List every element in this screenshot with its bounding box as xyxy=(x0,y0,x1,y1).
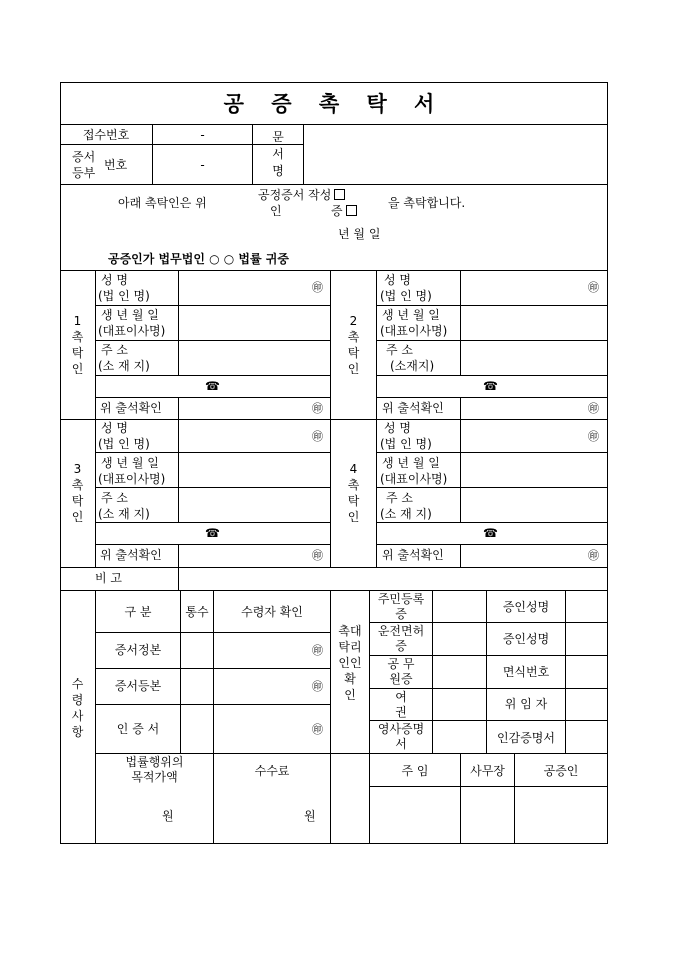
purpose-value-label-2: 목적가액 xyxy=(131,770,178,784)
id-type-license: 운전면허 xyxy=(377,624,425,638)
seal-mark: ㊞ xyxy=(312,430,323,443)
requester-number: 1 xyxy=(73,314,82,328)
address-label: 주 소 xyxy=(386,343,413,357)
requester-label: 촉 xyxy=(71,330,84,344)
request-text-suffix: 을 촉탁합니다. xyxy=(388,196,466,210)
id-type-resident: 주민등록 xyxy=(377,592,425,606)
receipt-row-label: 증서정본 xyxy=(114,643,162,657)
dob-label-sub: (대표이사명) xyxy=(380,324,448,338)
requester-label: 인 xyxy=(347,362,360,376)
receipt-side-label: 령 xyxy=(71,693,84,707)
dob-label: 생 년 월 일 xyxy=(101,456,159,470)
id-type-license-2: 증 xyxy=(395,639,407,653)
requester-number: 3 xyxy=(73,462,82,476)
attendance-confirm-label: 위 출석확인 xyxy=(382,548,444,562)
address-label-sub: (소재지) xyxy=(390,359,435,373)
address-label-sub: (소 재 지) xyxy=(98,359,150,373)
fee-label: 수수료 xyxy=(254,764,290,778)
form-title: 공 증 촉 탁 서 xyxy=(223,91,445,116)
witness-name-label: 증인성명 xyxy=(502,600,550,614)
requester-label: 탁 xyxy=(71,494,84,508)
option-certification-left: 인 xyxy=(270,204,282,218)
id-type-passport: 여 xyxy=(395,690,407,704)
address-label-sub: (소 재 지) xyxy=(380,507,432,521)
receipt-side-label: 항 xyxy=(71,725,84,739)
receipt-row-label: 인 증 서 xyxy=(116,722,160,736)
receipt-side-label: 사 xyxy=(71,709,84,723)
delegator-label: 위 임 자 xyxy=(504,697,548,711)
requester-label: 인 xyxy=(71,362,84,376)
requester-label: 촉 xyxy=(71,478,84,492)
attendance-confirm-label: 위 출석확인 xyxy=(382,401,444,415)
seal-mark: ㊞ xyxy=(588,402,599,415)
requester-label: 촉 xyxy=(347,330,360,344)
requester-label: 인 xyxy=(347,510,360,524)
id-type-official: 공 무 xyxy=(387,657,415,671)
name-label-sub: (법 인 명) xyxy=(98,289,150,303)
name-label: 성 명 xyxy=(101,273,128,287)
document-name-label-3: 명 xyxy=(272,164,284,178)
name-label: 성 명 xyxy=(384,421,411,435)
certificate-number-label: 번호 xyxy=(104,158,128,172)
address-label: 주 소 xyxy=(386,491,413,505)
option-notarial-deed-label: 공정증서 작성 xyxy=(258,188,332,202)
dob-label-sub: (대표이사명) xyxy=(98,472,166,486)
id-type-resident-2: 증 xyxy=(395,607,407,621)
certificate-label-2: 등부 xyxy=(72,166,96,180)
col-recipient-header: 수령자 확인 xyxy=(241,605,303,619)
seal-mark: ㊞ xyxy=(312,723,323,736)
certificate-number-field[interactable]: - xyxy=(200,158,205,172)
seal-mark: ㊞ xyxy=(312,402,323,415)
attendance-confirm-label: 위 출석확인 xyxy=(100,548,162,562)
dob-label-sub: (대표이사명) xyxy=(380,472,448,486)
id-side-label: 촉대 xyxy=(338,624,362,638)
sign-notary-label: 공증인 xyxy=(543,764,579,778)
dob-label-sub: (대표이사명) xyxy=(98,324,166,338)
name-label: 성 명 xyxy=(101,421,128,435)
seal-mark: ㊞ xyxy=(588,430,599,443)
receipt-side-label: 수 xyxy=(71,677,84,691)
dob-label: 생 년 월 일 xyxy=(382,456,440,470)
seal-mark: ㊞ xyxy=(588,281,599,294)
seal-mark: ㊞ xyxy=(312,549,323,562)
requester-label: 탁 xyxy=(347,494,360,508)
requester-label: 촉 xyxy=(347,478,360,492)
certification-checkbox[interactable] xyxy=(346,205,357,216)
attendance-confirm-label: 위 출석확인 xyxy=(100,401,162,415)
phone-icon: ☎ xyxy=(483,379,498,393)
notarial-deed-checkbox[interactable] xyxy=(334,189,345,200)
col-type-header: 구 분 xyxy=(124,605,152,619)
id-type-consular-2: 서 xyxy=(395,737,407,751)
name-label: 성 명 xyxy=(384,273,411,287)
address-label: 주 소 xyxy=(101,343,128,357)
sign-office-manager-label: 사무장 xyxy=(470,764,505,778)
address-label: 주 소 xyxy=(101,491,128,505)
seal-mark: ㊞ xyxy=(312,680,323,693)
address-label-sub: (소 재 지) xyxy=(98,507,150,521)
sign-chief-label: 주 임 xyxy=(401,764,429,778)
receipt-row-label: 증서등본 xyxy=(114,679,162,693)
dob-label: 생 년 월 일 xyxy=(101,308,159,322)
id-type-passport-2: 권 xyxy=(395,705,407,719)
phone-icon: ☎ xyxy=(205,526,220,540)
receipt-number-label: 접수번호 xyxy=(82,128,130,142)
id-side-label: 탁리 xyxy=(338,640,362,654)
seal-mark: ㊞ xyxy=(312,644,323,657)
receipt-number-field[interactable]: - xyxy=(200,128,205,142)
addressee: 공증인가 법무법인 ○ ○ 법률 귀중 xyxy=(108,252,289,266)
phone-icon: ☎ xyxy=(205,379,220,393)
name-label-sub: (법 인 명) xyxy=(380,437,432,451)
col-copies-header: 통수 xyxy=(185,605,209,619)
requester-label: 인 xyxy=(71,510,84,524)
won-unit: 원 xyxy=(304,809,316,823)
seal-mark: ㊞ xyxy=(588,549,599,562)
dob-label: 생 년 월 일 xyxy=(382,308,440,322)
id-side-label: 인 xyxy=(344,688,356,702)
phone-icon: ☎ xyxy=(483,526,498,540)
purpose-value-label: 법률행위의 xyxy=(125,755,184,769)
seal-certificate-label: 인감증명서 xyxy=(497,731,555,745)
name-label-sub: (법 인 명) xyxy=(380,289,432,303)
document-name-label-2: 서 xyxy=(272,147,284,161)
request-text-prefix: 아래 촉탁인은 위 xyxy=(118,196,207,210)
option-certification-label: 증 xyxy=(331,204,343,218)
seal-mark: ㊞ xyxy=(312,281,323,294)
id-type-consular: 영사증명 xyxy=(377,722,425,736)
id-type-official-2: 원증 xyxy=(389,672,413,686)
requester-label: 탁 xyxy=(347,346,360,360)
request-date-line: 년 월 일 xyxy=(338,227,381,241)
requester-number: 4 xyxy=(349,462,358,476)
name-label-sub: (법 인 명) xyxy=(98,437,150,451)
acquaintance-number-label: 면식번호 xyxy=(502,665,550,679)
id-side-label: 인인 xyxy=(338,656,362,670)
remarks-label: 비 고 xyxy=(95,571,122,585)
document-name-label-1: 문 xyxy=(272,130,284,144)
option-certification[interactable] xyxy=(331,204,357,218)
requester-number: 2 xyxy=(349,314,358,328)
requester-label: 탁 xyxy=(71,346,84,360)
id-side-label: 확 xyxy=(344,672,356,686)
certificate-label: 증서 xyxy=(72,150,96,164)
won-unit: 원 xyxy=(162,809,174,823)
document-name-field[interactable] xyxy=(310,146,600,162)
option-notarial-deed[interactable] xyxy=(258,188,345,202)
witness-name-label: 증인성명 xyxy=(502,632,550,646)
